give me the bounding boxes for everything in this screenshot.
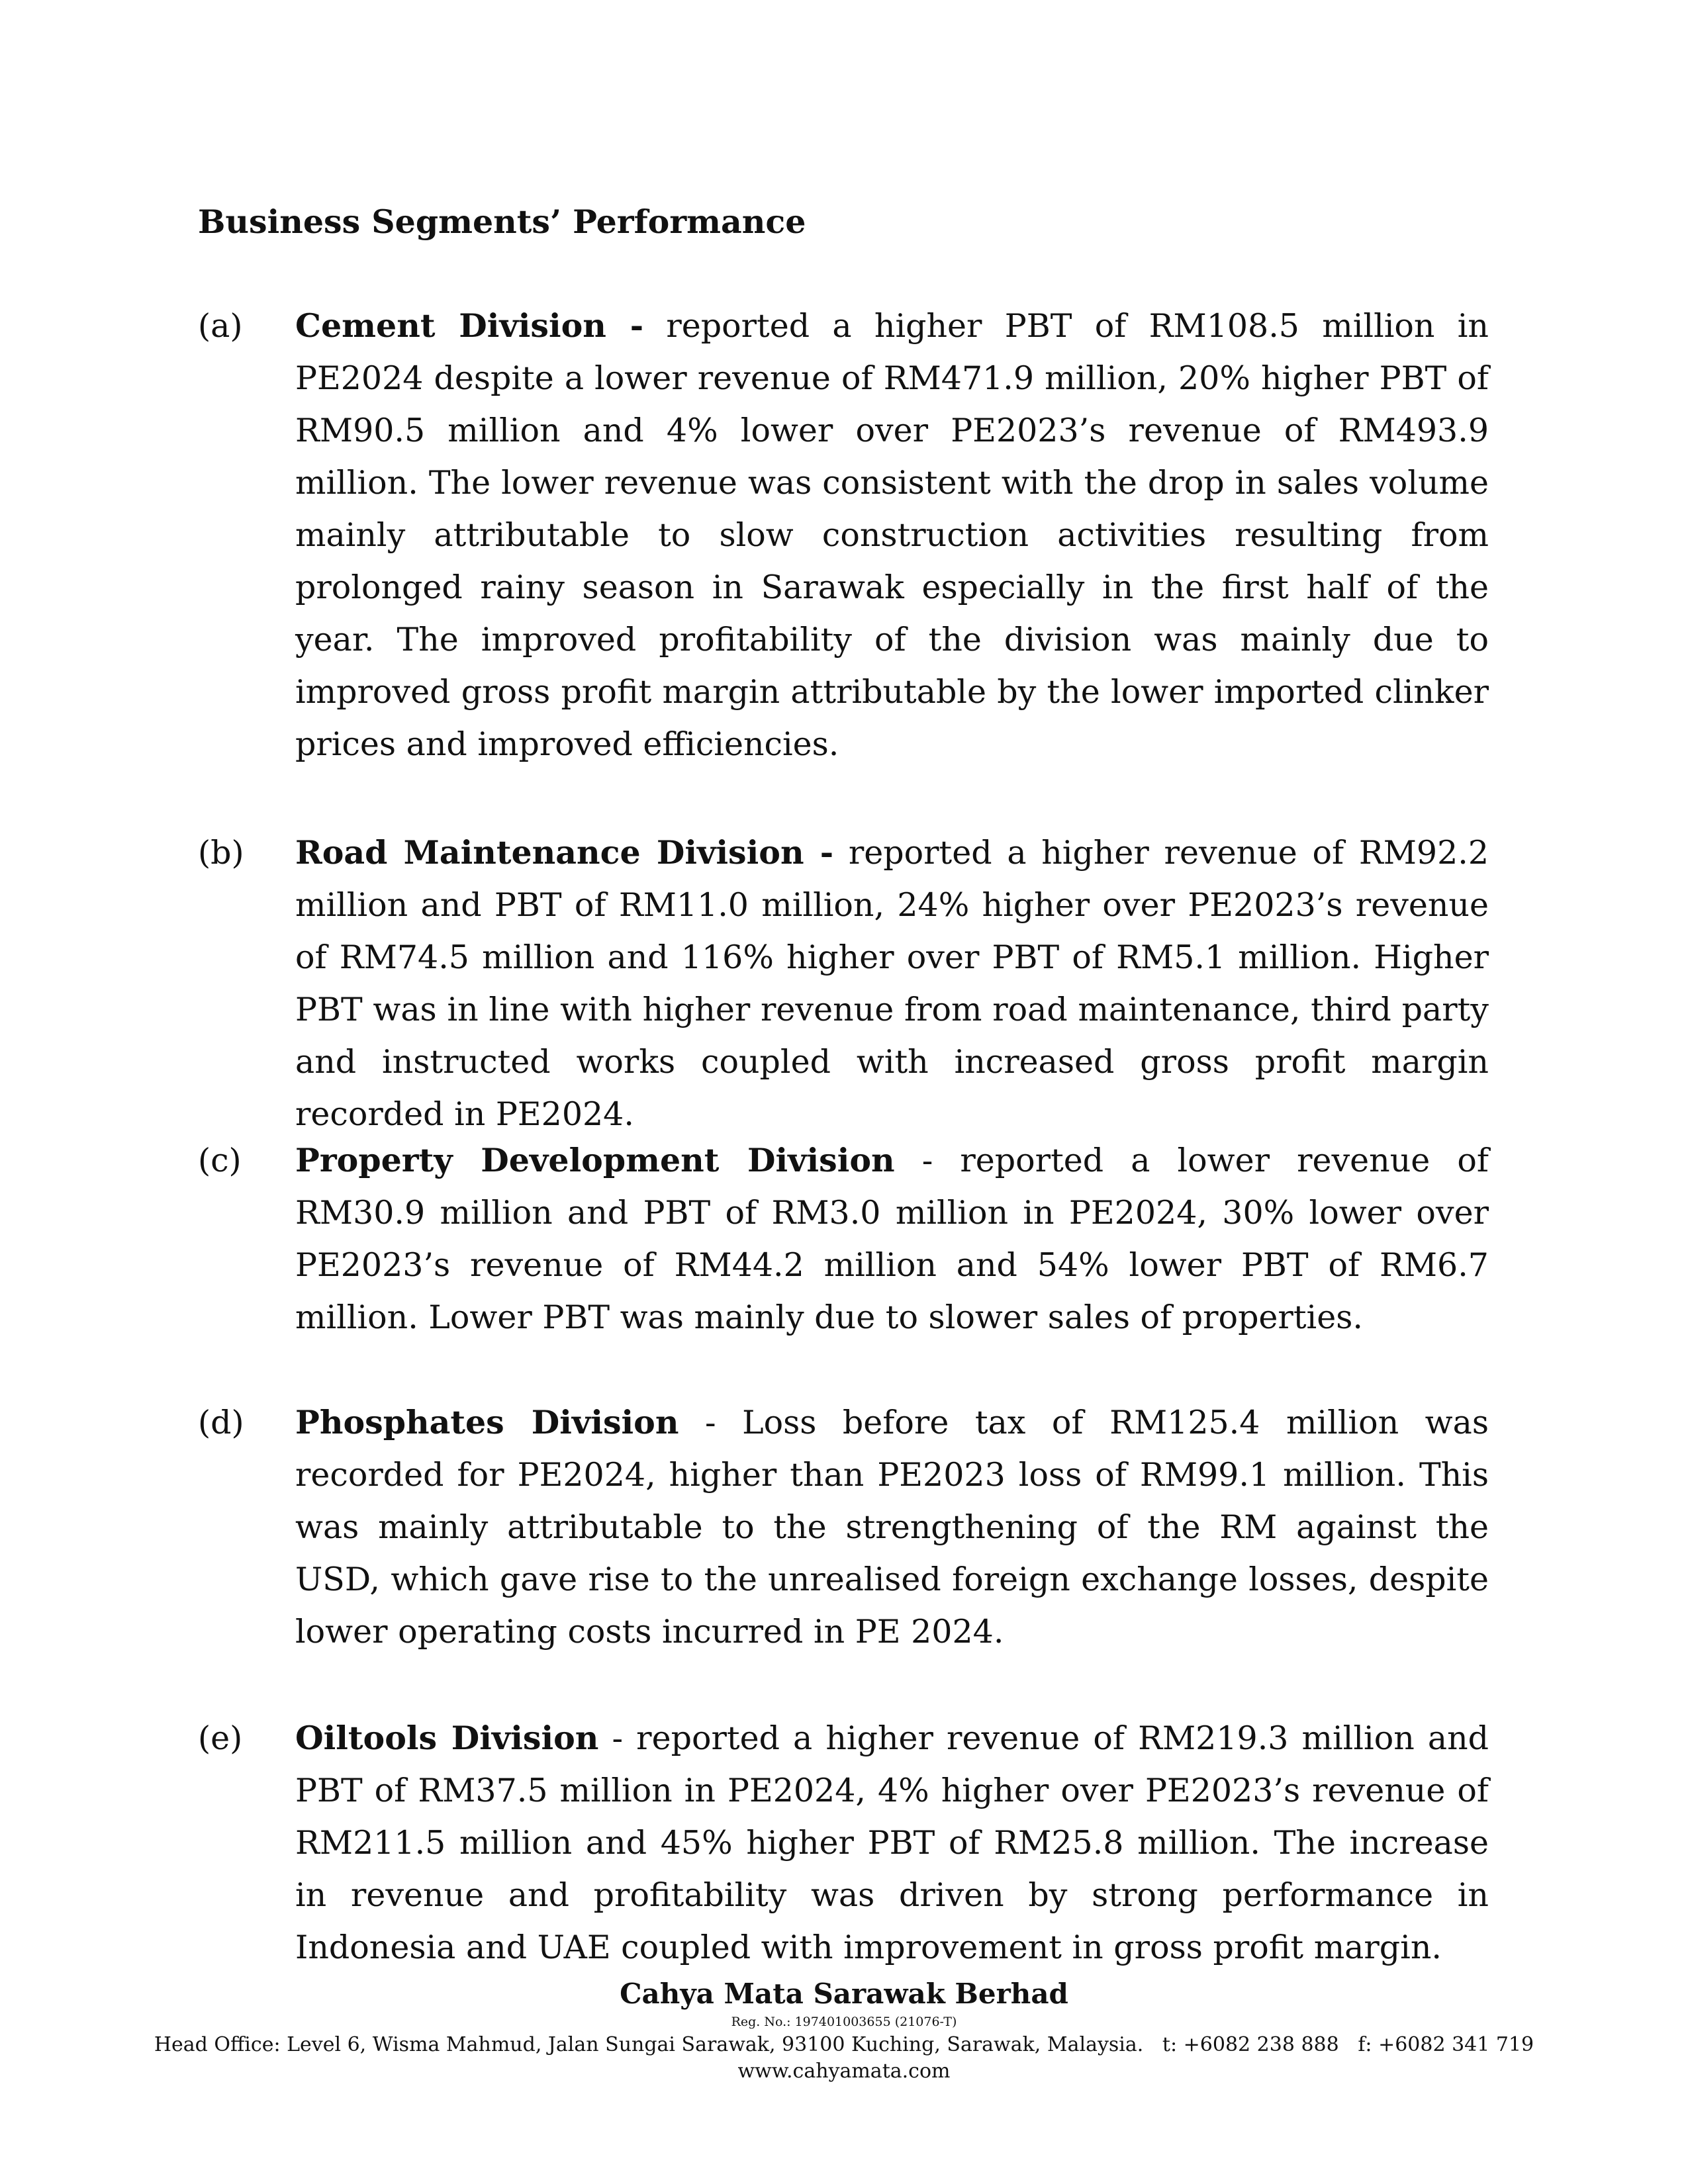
item-marker: (c) <box>198 1142 242 1179</box>
item-marker: (e) <box>198 1719 243 1757</box>
item-paragraph <box>295 1134 1489 1343</box>
item-title: Cement Division - <box>295 306 644 345</box>
item-title: Property Development Division <box>295 1141 895 1179</box>
footer-registration-number: Reg. No.: 197401003655 (21076-T) <box>731 2015 957 2029</box>
item-text: - Loss before tax of RM125.4 million was recorded for PE2024, higher than PE2023 loss of RM99.1 million. This was mainly attributable to the strengthening of the RM against the USD, which gave rise to the unrealised foreign exchange losses, despite lower operating costs incurred in PE 2024. <box>295 1404 1489 1651</box>
item-marker: (a) <box>198 307 243 345</box>
item-text: reported a higher revenue of RM92.2 million and PBT of RM11.0 million, 24% higher over PE2023’s revenue of RM74.5 million and 116% higher over PBT of RM5.1 million. Higher PBT was in line with higher revenue from road maintenance, third party and instructed works coupled with increased gross profit margin recorded in PE2024. <box>295 834 1489 1133</box>
item-title: Phosphates Division <box>295 1403 679 1441</box>
item-marker: (d) <box>198 1404 244 1441</box>
footer-website: www.cahyamata.com <box>737 2060 951 2083</box>
item-marker: (b) <box>198 834 244 872</box>
item-paragraph <box>295 1712 1489 1974</box>
section-heading: Business Segments’ Performance <box>198 203 806 241</box>
footer-address: Head Office: Level 6, Wisma Mahmud, Jalan Sungai Sarawak, 93100 Kuching, Sarawak, Malaysia. t: +6082 238 888 f: +6082 341 719 <box>154 2033 1534 2056</box>
item-paragraph <box>295 827 1489 1140</box>
item-text: reported a higher PBT of RM108.5 million in PE2024 despite a lower revenue of RM471.9 million, 20% higher PBT of RM90.5 million and 4% lower over PE2023’s revenue of RM493.9 million. The lower revenue was consistent with the drop in sales volume mainly attributable to slow construction activities resulting from prolonged rainy season in Sarawak especially in the first half of the year. The improved profitability of the division was mainly due to improved gross profit margin attributable by the lower imported clinker prices and improved efficiencies. <box>295 307 1489 763</box>
item-text: - reported a higher revenue of RM219.3 million and PBT of RM37.5 million in PE2024, 4% higher over PE2023’s revenue of RM211.5 million and 45% higher PBT of RM25.8 million. The increase in revenue and profitability was driven by strong performance in Indonesia and UAE coupled with improvement in gross profit margin. <box>295 1719 1489 1966</box>
item-title: Road Maintenance Division - <box>295 833 834 872</box>
item-text: - reported a lower revenue of RM30.9 million and PBT of RM3.0 million in PE2024, 30% lower over PE2023’s revenue of RM44.2 million and 54% lower PBT of RM6.7 million. Lower PBT was mainly due to slower sales of properties. <box>295 1142 1489 1336</box>
item-paragraph <box>295 300 1489 770</box>
footer-company-name: Cahya Mata Sarawak Berhad <box>620 1978 1068 2010</box>
item-paragraph <box>295 1396 1489 1658</box>
item-title: Oiltools Division <box>295 1719 599 1757</box>
